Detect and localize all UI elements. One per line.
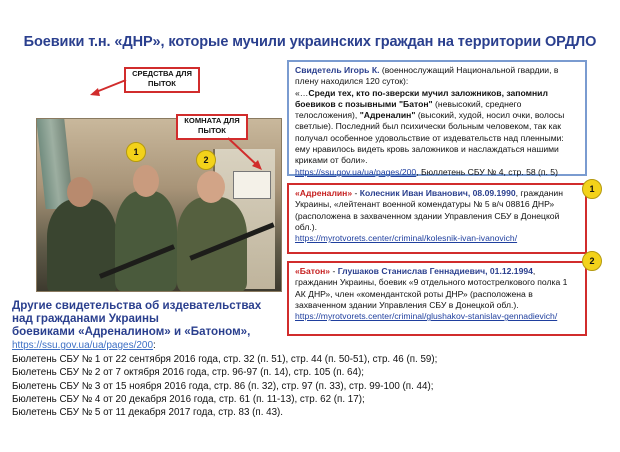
- photo-fighters: [36, 118, 282, 292]
- quote-rest: (высокий, худой, носил очки, волосы светлые). Последний был психически больным человеком, так как получал особенное удовольствие от издевательств над пленными: ему нравилось видеть кровь заложников и наслаждаться нашими криками от боли».: [295, 110, 565, 166]
- bulletin-item: Бюлетень СБУ № 3 от 15 ноября 2016 года, стр. 86 (п. 32), стр. 97 (п. 33), стр. 99-100 (п. 44);: [12, 380, 434, 392]
- fighter-one-name: Колесник Иван Иванович, 08.09.1990: [359, 188, 516, 198]
- head-left: [67, 177, 93, 207]
- bulletin-list: [12, 353, 437, 419]
- badge-one-box: 1: [582, 179, 602, 199]
- badge-one: 1: [126, 142, 146, 162]
- other-link[interactable]: https://ssu.gov.ua/ua/pages/200: [12, 340, 154, 351]
- person-right: [177, 197, 247, 292]
- bulletin-item: Бюлетень СБУ № 4 от 20 декабря 2016 года, стр. 61 (п. 11-13), стр. 62 (п. 17);: [12, 393, 365, 405]
- witness-source: , Бюллетень СБУ № 4, стр. 58 (п. 5): [416, 166, 558, 177]
- witness-source-link[interactable]: https://ssu.gov.ua/ua/pages/200: [295, 166, 417, 177]
- fighter-one-dash: -: [352, 188, 360, 198]
- other-line-two: над гражданами Украины: [12, 312, 159, 325]
- witness-box: [287, 60, 587, 176]
- fighter-two-dash: -: [330, 266, 338, 276]
- badge-two: 2: [196, 150, 216, 170]
- badge-two-box: 2: [582, 251, 602, 271]
- quote-open: «…: [295, 87, 309, 98]
- fighter-two-name: Глушаков Станислав Геннадиевич, 01.12.1994: [337, 266, 533, 276]
- page-title: Боевики т.н. «ДНР», которые мучили украинских граждан на территории ОРДЛО: [23, 34, 597, 50]
- fighter-one-callsign: «Адреналин»: [295, 188, 353, 198]
- other-line-three: боевиками «Адреналином» и «Батоном»,: [12, 325, 251, 338]
- person-middle: [115, 191, 177, 291]
- bulletin-item: Бюлетень СБУ № 2 от 7 октября 2016 года, стр. 96-97 (п. 14), стр. 105 (п. 64);: [12, 367, 364, 379]
- witness-name: Игорь К.: [344, 65, 380, 75]
- callout-torture-room: КОМНАТА ДЛЯ ПЫТОК: [176, 114, 248, 140]
- callout-torture-tools: СРЕДСТВА ДЛЯ ПЫТОК: [124, 67, 200, 93]
- fighter-two-callsign: «Батон»: [295, 266, 331, 276]
- bulletin-item: Бюлетень СБУ № 1 от 22 сентября 2016 года, стр. 32 (п. 51), стр. 44 (п. 50-51), стр. 46 (п. 59);: [12, 354, 438, 365]
- fighter-one-box: [287, 183, 587, 254]
- other-testimonies-heading: [12, 299, 272, 352]
- witness-intro: (военнослужащий Национальной гвардии, в плену находился 120 суток):: [295, 65, 559, 87]
- other-colon: :: [153, 340, 156, 351]
- quote-bold: Среди тех, кто по-зверски мучил заложников, запомнил боевиков с позывными "Батон": [295, 87, 548, 109]
- fighter-two-desc: , гражданин Украины, боевик «9 отдельного мотострелкового полка 1 АК ДНР», член «комендантской роты ДНР» (расположена в захваченном здании Управления СБУ в Донецкой обл.).: [295, 266, 568, 310]
- quote-bold-two: "Адреналин": [359, 110, 416, 121]
- other-line-one: Другие свидетельства об издевательствах: [12, 299, 262, 312]
- quote-mid: (невысокий, среднего телосложения),: [295, 98, 522, 121]
- poster-shape: [233, 171, 271, 199]
- fighter-two-box: [287, 261, 587, 336]
- fighter-two-link[interactable]: https://myrotvorets.center/criminal/glushakov-stanislav-gennadievich/: [295, 311, 558, 322]
- fighter-one-desc: , гражданин Украины, «лейтенант военной комендатуры № 5 в/ч 08816 ДНР» (расположена в захваченном здании Управления СБУ в Донецкой обл.).: [295, 188, 563, 232]
- head-right: [197, 171, 225, 203]
- head-middle: [133, 165, 159, 197]
- witness-label: Свидетель: [295, 65, 342, 75]
- fighter-one-link[interactable]: https://myrotvorets.center/criminal/kolesnik-ivan-ivanovich/: [295, 233, 518, 244]
- bulletin-item: Бюлетень СБУ № 5 от 11 декабря 2017 года, стр. 83 (п. 43).: [12, 407, 284, 419]
- person-left: [47, 199, 117, 292]
